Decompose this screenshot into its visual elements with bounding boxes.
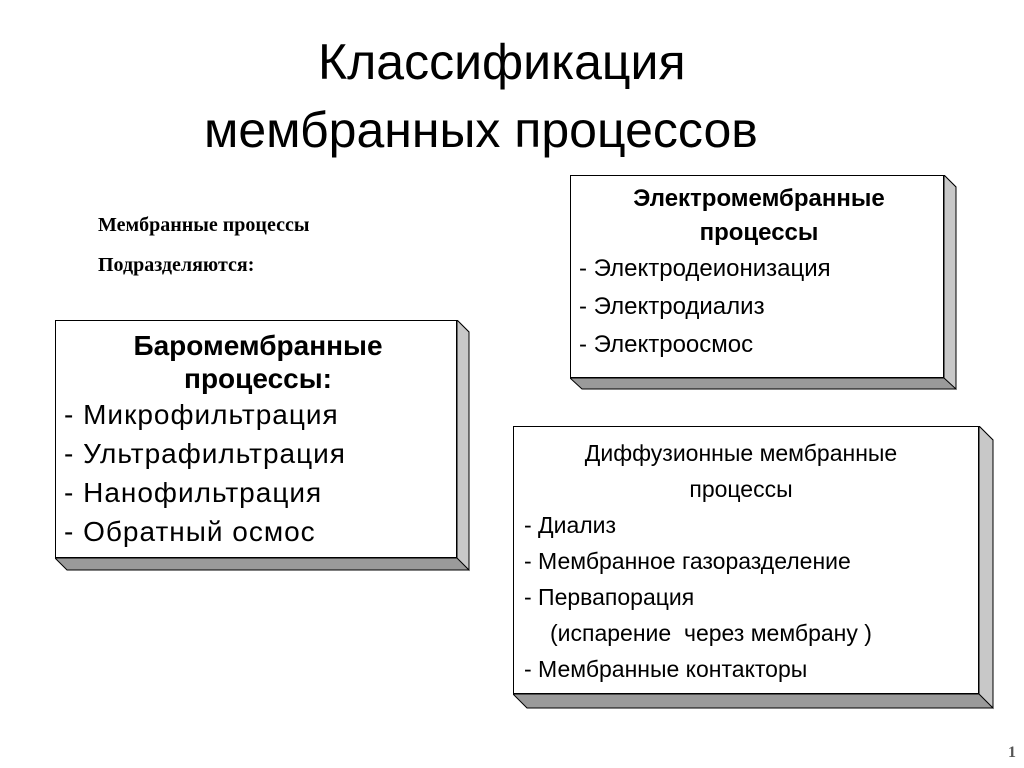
list-item: - Мембранное газоразделение [524, 548, 851, 574]
list-item: - Первапорация [524, 584, 695, 610]
page-number: 1 [1008, 744, 1016, 761]
list-item-note: (испарение через мембрану ) [550, 620, 872, 646]
intro-line-2: Подразделяются: [98, 254, 255, 276]
baromembrane-heading-2: процессы: [184, 363, 332, 394]
title-line-1: Классификация [318, 34, 686, 90]
electromembrane-heading-1: Электромембранные [633, 185, 885, 212]
list-item: - Мембранные контакторы [524, 656, 808, 682]
list-item: - Диализ [524, 512, 617, 538]
intro-text [98, 205, 309, 285]
diffusion-heading-1: Диффузионные мембранные [584, 440, 898, 466]
baromembrane-box [55, 320, 457, 558]
electromembrane-heading-2: процессы [699, 219, 819, 246]
list-item: - Микрофильтрация [64, 399, 339, 430]
intro-line-1: Мембранные процессы [98, 214, 310, 236]
list-item: - Электродеионизация [579, 255, 831, 282]
diffusion-heading-2: процессы [689, 476, 793, 502]
diffusion-box [513, 426, 979, 694]
electromembrane-box [570, 175, 944, 378]
list-item: - Нанофильтрация [64, 477, 323, 508]
list-item: - Электродиализ [579, 293, 765, 320]
list-item: - Ультрафильтрация [64, 438, 346, 469]
list-item: - Обратный осмос [64, 516, 316, 547]
title-line-2: мембранных процессов [204, 102, 758, 158]
list-item: - Электроосмос [579, 331, 754, 358]
baromembrane-heading-1: Баромембранные [133, 330, 383, 361]
